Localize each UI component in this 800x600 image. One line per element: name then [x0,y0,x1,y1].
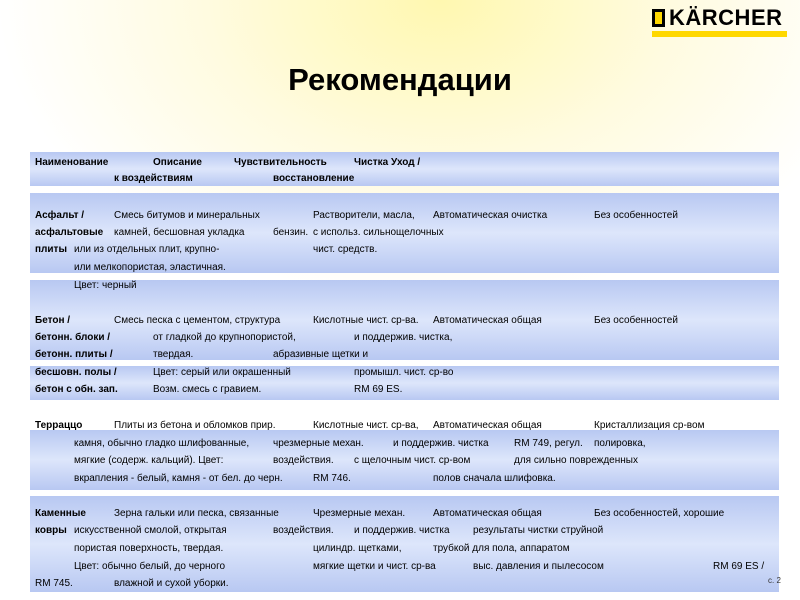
terrazzo-clean: RM 749, регул. [514,438,583,449]
asphalt-name: асфальтовые [35,227,104,238]
concrete-care: Без особенностей [594,315,678,326]
logo-wordmark: KÄRCHER [669,5,783,30]
col-clean-header-2: восстановление [273,173,355,184]
stone-clean: и поддержив. чистка [354,525,450,536]
terrazzo-care: для сильно поврежденных [514,455,638,466]
concrete-sens: Кислотные чист. ср-ва. [313,315,419,326]
concrete-desc: от гладкой до крупнопористой, [153,332,296,343]
stone-name: Каменные [35,508,86,519]
terrazzo-sens: чрезмерные механ. [273,438,364,449]
concrete-clean: RM 69 ES. [354,384,403,395]
concrete-clean: промышл. чист. ср-во [354,367,454,378]
stone-clean: мягкие щетки и чист. ср-ва [313,561,436,572]
col-clean-header: Чистка Уход / [354,157,421,168]
stone-desc: Цвет: обычно белый, до черного [74,561,226,572]
asphalt-clean: Автоматическая очистка [433,210,548,221]
col-name-header: Наименование [35,157,109,168]
terrazzo-clean: и поддержив. чистка [393,438,489,449]
terrazzo-desc: Плиты из бетона и обломков прир. [114,420,276,431]
page-number: с. 2 [768,576,781,585]
terrazzo-desc: мягкие (содерж. кальций). Цвет: [74,455,224,466]
concrete-name: бесшовн. полы / [35,367,117,378]
logo-underline [652,31,787,37]
concrete-name: бетонн. плиты / [35,349,113,360]
asphalt-clean: чист. средств. [313,244,378,255]
terrazzo-desc: вкрапления - белый, камня - от бел. до черн. [74,473,283,484]
stone-name: ковры [35,525,67,536]
asphalt-clean: с использ. сильнощелочных [313,227,444,238]
concrete-name: бетон с обн. зап. [35,384,118,395]
terrazzo-desc: камня, обычно гладко шлифованные, [74,438,250,449]
terrazzo-care: Кристаллизация ср-вом [594,420,705,431]
asphalt-desc: Смесь битумов и минеральных [114,210,260,221]
stone-clean: цилиндр. щетками, [313,543,402,554]
terrazzo-sens: воздействия. [273,455,334,466]
stone-care: результаты чистки струйной [473,525,604,536]
asphalt-desc: или мелкопористая, эластичная. [74,262,226,273]
asphalt-care: Без особенностей [594,210,678,221]
col-desc-header: Описание [153,157,202,168]
concrete-clean: Автоматическая общая [433,315,542,326]
terrazzo-sens: RM 746. [313,473,351,484]
concrete-desc: Смесь песка с цементом, структура [114,315,281,326]
asphalt-desc: Цвет: черный [74,280,137,291]
asphalt-sens: Растворители, масла, [313,210,415,221]
concrete-clean: и поддержив. чистка, [354,332,453,343]
concrete-desc: Возм. смесь с гравием. [153,384,262,395]
stone-care: Без особенностей, хорошие [594,508,725,519]
asphalt-name: плиты [35,244,67,255]
stone-care: RM 69 ES / [713,561,765,572]
stone-care: выс. давления и пылесосом [473,561,604,572]
stone-desc: пористая поверхность, твердая. [74,543,224,554]
terrazzo-care: полов сначала шлифовка. [433,473,556,484]
stone-desc: искусственной смолой, открытая [74,525,227,536]
terrazzo-sens: Кислотные чист. ср-ва, [313,420,419,431]
concrete-name: бетонн. блоки / [35,332,111,343]
col-sens-header-2: к воздействиям [114,173,193,184]
karcher-logo [652,5,787,36]
stone-desc: Зерна гальки или песка, связанные [114,508,279,519]
col-sens-header: Чувствительность [234,157,327,168]
asphalt-name: Асфальт / [35,210,85,221]
stone-sens: воздействия. [273,525,334,536]
concrete-desc: Цвет: серый или окрашенный [153,367,291,378]
terrazzo-name: Терраццо [35,420,83,431]
asphalt-desc: камней, бесшовная укладка [114,227,245,238]
page-title: Рекомендации [288,62,512,97]
concrete-clean: абразивные щетки и [273,349,369,360]
asphalt-sens: бензин. [273,227,309,238]
terrazzo-clean: с щелочным чист. ср-вом [354,455,471,466]
terrazzo-clean: Автоматическая общая [433,420,542,431]
stone-care: трубкой для пола, аппаратом [433,543,570,554]
stone-clean: Автоматическая общая [433,508,542,519]
stone-name: RM 745. [35,578,73,589]
stone-sens: Чрезмерные механ. [313,508,406,519]
terrazzo-care: полировка, [594,438,646,449]
concrete-desc: твердая. [153,349,194,360]
asphalt-desc: или из отдельных плит, крупно- [74,244,220,255]
stone-desc: влажной и сухой уборки. [114,578,229,589]
logo-mark-icon [652,9,665,27]
concrete-name: Бетон / [35,315,71,326]
